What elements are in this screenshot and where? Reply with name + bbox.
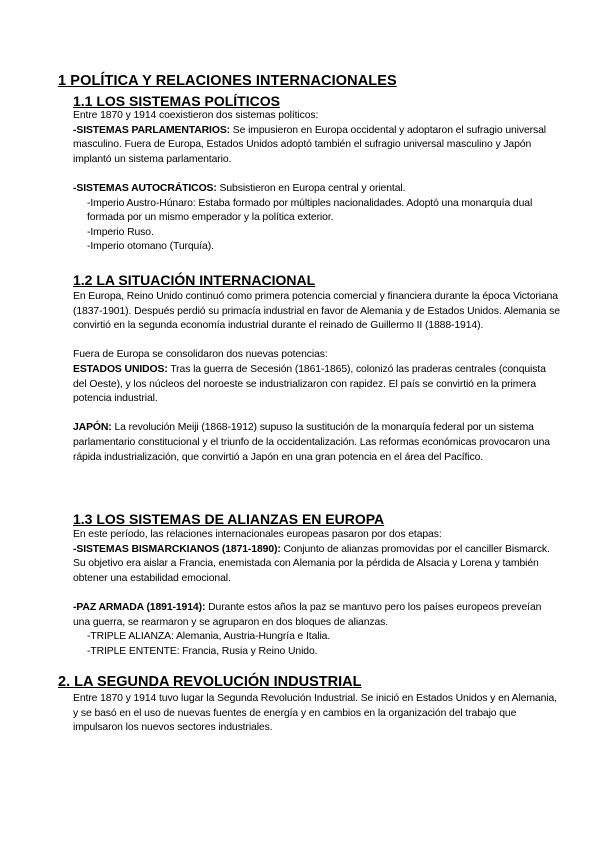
bismarck-text: Conjunto de alianzas promovidas por el canciller Bismarck. Su objetivo era aislar a Francia, enemistada con Alemania por la pérdida de Alsacia y Lorena y también obtener una estabilidad emocional. bbox=[73, 543, 550, 584]
new-powers-intro: Fuera de Europa se consolidaron dos nuevas potencias: bbox=[73, 349, 328, 361]
armed-peace-text: Durante estos años la paz se mantuvo pero los países europeos preveían una guerra, se rearmaron y se agruparon en dos bloques de alianzas. bbox=[73, 601, 542, 628]
subsection-1-3-body bbox=[73, 528, 561, 659]
europe-situation-paragraph: En Europa, Reino Unido continuó como primera potencia comercial y financiera durante la época Victoriana (1837-1901). Después perdió su primacía industrial en favor de Alemania y de Estados Unidos. Alemania se convirtió en la segunda economía industrial durante el reinado de Guillermo II (1888-1914). bbox=[73, 291, 560, 332]
japan-text: La revolución Meiji (1868-1912) supuso la sustitución de la monarquía federal por un sistema parlamentario constitucional y el triunfo de la occidentalización. Las reformas económicas provocaron una rápida industrialización, que convirtió a Japón en una gran potencia en el área del Pacífico. bbox=[73, 422, 550, 463]
subsection-1-2-heading: 1.2 LA SITUACIÓN INTERNACIONAL bbox=[73, 272, 316, 288]
parliamentary-systems-paragraph bbox=[73, 124, 561, 168]
subsection-1-2-body bbox=[73, 290, 561, 465]
bismarck-label: -SISTEMAS BISMARCKIANOS (1871-1890): bbox=[73, 543, 281, 555]
armed-peace-paragraph bbox=[73, 601, 561, 630]
section-2-heading: 2. LA SEGUNDA REVOLUCIÓN INDUSTRIAL bbox=[58, 674, 362, 690]
alliance-item: -TRIPLE ALIANZA: Alemania, Austria-Hungría e Italia. bbox=[87, 631, 331, 643]
parliamentary-label: -SISTEMAS PARLAMENTARIOS: bbox=[73, 124, 231, 136]
armed-peace-label: -PAZ ARMADA (1891-1914): bbox=[73, 601, 206, 613]
autocratic-label: -SISTEMAS AUTOCRÁTICOS: bbox=[73, 182, 217, 194]
autocratic-item: -Imperio otomano (Turquía). bbox=[87, 241, 214, 253]
usa-text: Tras la guerra de Secesión (1861-1865), colonizó las praderas centrales (conquista del Oeste), y los núcleos del noroeste se industrializaron con rapidez. El país se convirtió en la primera potencia industrial. bbox=[73, 363, 546, 405]
bismarck-paragraph bbox=[73, 543, 561, 587]
subsection-1-3-heading: 1.3 LOS SISTEMAS DE ALIANZAS EN EUROPA bbox=[73, 511, 385, 527]
usa-paragraph bbox=[73, 363, 561, 407]
subsection-1-1-heading: 1.1 LOS SISTEMAS POLÍTICOS bbox=[73, 93, 280, 109]
parliamentary-text: Se impusieron en Europa occidental y adoptaron el sufragio universal masculino. Fuera de Europa, Estados Unidos adoptó también el sufragio universal masculino y Japón implantó un sistema parlamentario. bbox=[73, 124, 546, 165]
political-systems-intro: Entre 1870 y 1914 coexistieron dos sistemas políticos: bbox=[73, 110, 319, 121]
alliance-item: -TRIPLE ENTENTE: Francia, Rusia y Reino Unido. bbox=[87, 645, 318, 657]
usa-label: ESTADOS UNIDOS: bbox=[73, 363, 168, 375]
alliances-intro: En este período, las relaciones internacionales europeas pasaron por dos etapas: bbox=[73, 529, 442, 540]
section-1-heading: 1 POLÍTICA Y RELACIONES INTERNACIONALES bbox=[58, 73, 397, 89]
autocratic-systems-paragraph bbox=[73, 182, 561, 197]
industrial-revolution-paragraph: Entre 1870 y 1914 tuvo lugar la Segunda Revolución Industrial. Se inició en Estados Unidos y en Alemania, y se basó en el uso de nuevas fuentes de energía y en cambios en la organización del trabajo que impulsaron los nuevos sectores industriales. bbox=[73, 693, 557, 734]
subsection-1-1-body bbox=[73, 109, 561, 255]
autocratic-text: Subsistieron en Europa central y oriental. bbox=[216, 182, 406, 194]
autocratic-item: -Imperio Austro-Húnaro: Estaba formado por múltiples nacionalidades. Adoptó una monarquía dual formada por un mismo emperador y la política exterior. bbox=[87, 197, 533, 224]
section-2-body bbox=[73, 692, 561, 736]
japan-paragraph bbox=[73, 421, 561, 465]
autocratic-item: -Imperio Ruso. bbox=[87, 226, 154, 238]
japan-label: JAPÓN: bbox=[73, 422, 112, 434]
